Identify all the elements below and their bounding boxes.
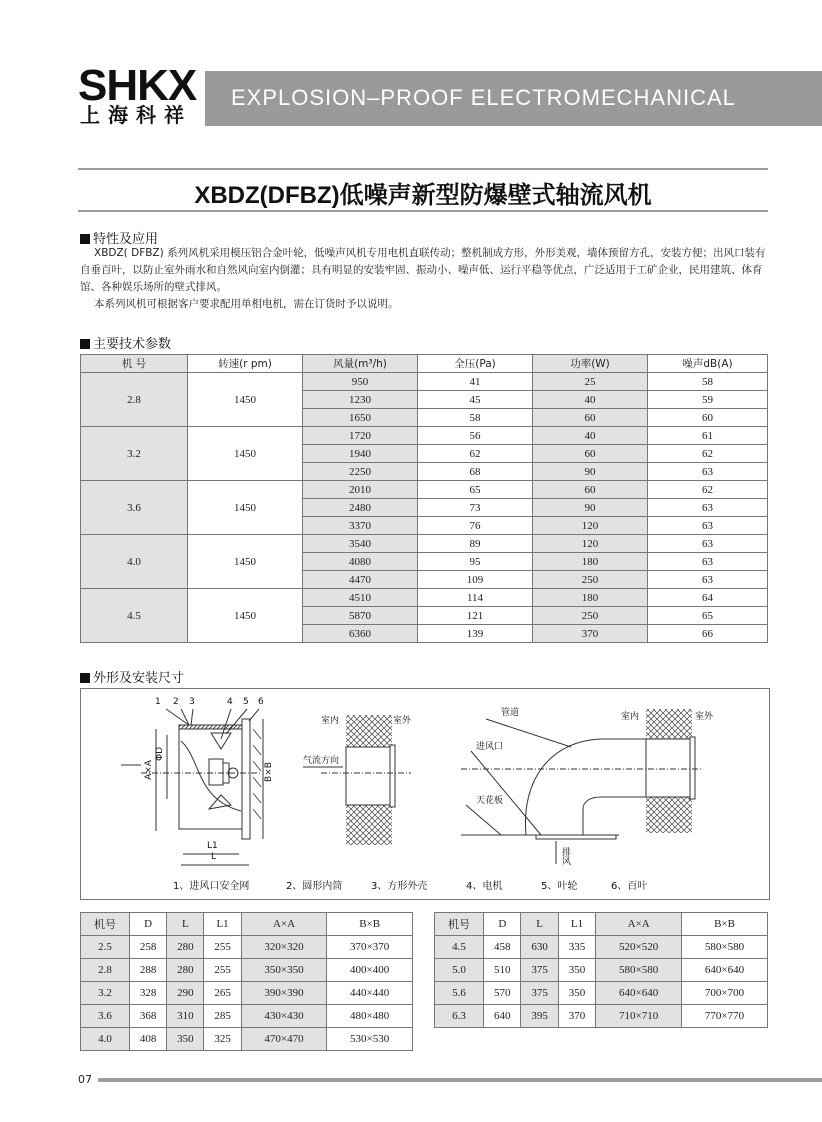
cell-model: 2.8 xyxy=(81,373,188,427)
cell-airflow: 950 xyxy=(303,373,418,391)
dimensions-row xyxy=(435,982,768,1005)
cell-rpm: 1450 xyxy=(188,427,303,481)
cell-power: 60 xyxy=(533,481,648,499)
cell-noise: 64 xyxy=(648,589,768,607)
cell-airflow: 4510 xyxy=(303,589,418,607)
dim-col-l: L xyxy=(167,913,204,936)
fan-side-view xyxy=(121,709,263,865)
part-number-3: 3 xyxy=(189,697,195,707)
page-number: 07 xyxy=(78,1073,92,1086)
cell-d: 288 xyxy=(129,959,166,982)
cell-pressure: 68 xyxy=(418,463,533,481)
cell-power: 250 xyxy=(533,571,648,589)
specs-table xyxy=(80,354,768,643)
dimensions-row xyxy=(435,936,768,959)
cell-power: 40 xyxy=(533,427,648,445)
logo-text: SHKX xyxy=(78,61,197,110)
cell-l: 375 xyxy=(521,959,558,982)
cell-rpm: 1450 xyxy=(188,481,303,535)
dim-col-model: 机号 xyxy=(435,913,484,936)
cell-power: 250 xyxy=(533,607,648,625)
cell-airflow: 5870 xyxy=(303,607,418,625)
dimensions-heading: 外形及安装尺寸 xyxy=(80,667,184,686)
cell-power: 180 xyxy=(533,553,648,571)
cell-pressure: 45 xyxy=(418,391,533,409)
specs-row xyxy=(81,481,768,499)
cell-pressure: 109 xyxy=(418,571,533,589)
cell-l: 630 xyxy=(521,936,558,959)
col-airflow: 风量(m³/h) xyxy=(303,355,418,373)
cell-model: 5.0 xyxy=(435,959,484,982)
cell-l1: 350 xyxy=(558,959,595,982)
cell-b-x-b: 480×480 xyxy=(327,1005,413,1028)
dimensions-header-row xyxy=(435,913,768,936)
label-a-x-a: A×A xyxy=(143,760,154,780)
part-number-6: 6 xyxy=(258,697,264,707)
dimensions-row xyxy=(435,1005,768,1028)
cell-model: 3.2 xyxy=(81,982,130,1005)
dim-col-b-x-b: B×B xyxy=(682,913,768,936)
cell-airflow: 1940 xyxy=(303,445,418,463)
dimensions-table-right xyxy=(434,912,768,1028)
features-text xyxy=(80,245,770,313)
cell-a-x-a: 520×520 xyxy=(596,936,682,959)
cell-b-x-b: 700×700 xyxy=(682,982,768,1005)
dimensions-row xyxy=(81,936,413,959)
cell-pressure: 76 xyxy=(418,517,533,535)
cell-model: 2.8 xyxy=(81,959,130,982)
features-paragraph-1: XBDZ( DFBZ) 系列风机采用模压铝合金叶轮，低噪声风机专用电机直联传动；整机制成方形，外形美观，墙体预留方孔，安装方便；出风口装有自垂百叶，以防止室外雨水和自然风向室内倒灌；具有明显的安装牢固、振动小、噪声低、运行平稳等优点，广泛适用于工矿企业，民用建筑、体育馆、各种娱乐场所的壁式排风。 xyxy=(80,247,766,293)
cell-model: 4.5 xyxy=(81,589,188,643)
cell-b-x-b: 640×640 xyxy=(682,959,768,982)
cell-noise: 66 xyxy=(648,625,768,643)
cell-l1: 370 xyxy=(558,1005,595,1028)
logo-chinese: 上海科祥 xyxy=(80,103,192,127)
square-bullet-icon xyxy=(80,339,90,349)
cell-power: 40 xyxy=(533,391,648,409)
cell-a-x-a: 640×640 xyxy=(596,982,682,1005)
cell-d: 408 xyxy=(129,1028,166,1051)
cell-l1: 350 xyxy=(558,982,595,1005)
cell-power: 370 xyxy=(533,625,648,643)
cell-rpm: 1450 xyxy=(188,373,303,427)
cell-a-x-a: 350×350 xyxy=(241,959,327,982)
legend-item-3: 3、方形外壳 xyxy=(371,881,428,892)
part-number-4: 4 xyxy=(227,697,233,707)
cell-model: 2.5 xyxy=(81,936,130,959)
features-paragraph-2: 本系列风机可根据客户要求配用单相电机，需在订货时予以说明。 xyxy=(94,298,399,310)
label-indoor-2: 室内 xyxy=(621,712,640,722)
cell-model: 3.6 xyxy=(81,481,188,535)
dimensions-row xyxy=(81,1005,413,1028)
dimensions-row xyxy=(81,1028,413,1051)
col-pressure: 全压(Pa) xyxy=(418,355,533,373)
cell-l1: 255 xyxy=(204,959,241,982)
cell-model: 5.6 xyxy=(435,982,484,1005)
cell-d: 510 xyxy=(484,959,521,982)
cell-power: 90 xyxy=(533,499,648,517)
page-title: XBDZ(DFBZ)低噪声新型防爆壁式轴流风机 xyxy=(194,182,652,209)
cell-l1: 285 xyxy=(204,1005,241,1028)
label-airflow-direction: 气流方向 xyxy=(303,756,340,766)
dimensions-row xyxy=(81,959,413,982)
label-phi-d: ΦD xyxy=(155,746,166,762)
features-heading: 特性及应用 xyxy=(80,228,158,247)
col-model: 机 号 xyxy=(81,355,188,373)
cell-noise: 63 xyxy=(648,499,768,517)
square-bullet-icon xyxy=(80,234,90,244)
cell-power: 25 xyxy=(533,373,648,391)
cell-model: 3.2 xyxy=(81,427,188,481)
cell-pressure: 56 xyxy=(418,427,533,445)
cell-pressure: 89 xyxy=(418,535,533,553)
wall-mount-view xyxy=(303,715,411,845)
dimensions-row xyxy=(81,982,413,1005)
banner-text: EXPLOSION–PROOF ELECTROMECHANICAL xyxy=(231,85,736,110)
label-outdoor-2: 室外 xyxy=(695,712,714,722)
dimensions-row xyxy=(435,959,768,982)
cell-model: 4.5 xyxy=(435,936,484,959)
cell-noise: 60 xyxy=(648,409,768,427)
cell-l1: 265 xyxy=(204,982,241,1005)
cell-d: 458 xyxy=(484,936,521,959)
dimensions-header-row xyxy=(81,913,413,936)
cell-airflow: 1720 xyxy=(303,427,418,445)
cell-l: 280 xyxy=(167,959,204,982)
label-b-x-b: B×B xyxy=(263,762,274,782)
cell-b-x-b: 580×580 xyxy=(682,936,768,959)
cell-b-x-b: 370×370 xyxy=(327,936,413,959)
cell-power: 90 xyxy=(533,463,648,481)
cell-pressure: 95 xyxy=(418,553,533,571)
cell-l1: 335 xyxy=(558,936,595,959)
cell-l: 350 xyxy=(167,1028,204,1051)
label-indoor-1: 室内 xyxy=(321,716,340,726)
part-number-1: 1 xyxy=(155,697,161,707)
col-noise: 噪声dB(A) xyxy=(648,355,768,373)
cell-l: 290 xyxy=(167,982,204,1005)
dimensions-table-left xyxy=(80,912,413,1051)
part-number-2: 2 xyxy=(173,697,179,707)
cell-a-x-a: 470×470 xyxy=(241,1028,327,1051)
dim-col-l1: L1 xyxy=(204,913,241,936)
part-number-5: 5 xyxy=(243,697,249,707)
cell-b-x-b: 530×530 xyxy=(327,1028,413,1051)
diagram-drawing xyxy=(81,689,769,899)
cell-noise: 63 xyxy=(648,535,768,553)
cell-b-x-b: 440×440 xyxy=(327,982,413,1005)
cell-power: 60 xyxy=(533,409,648,427)
label-l: L xyxy=(211,852,217,862)
cell-d: 640 xyxy=(484,1005,521,1028)
label-ceiling: 天花板 xyxy=(476,796,504,806)
cell-noise: 63 xyxy=(648,463,768,481)
specs-heading: 主要技术参数 xyxy=(80,333,171,352)
dim-col-b-x-b: B×B xyxy=(327,913,413,936)
cell-a-x-a: 390×390 xyxy=(241,982,327,1005)
dim-col-d: D xyxy=(129,913,166,936)
cell-noise: 63 xyxy=(648,571,768,589)
cell-d: 570 xyxy=(484,982,521,1005)
dim-col-l1: L1 xyxy=(558,913,595,936)
cell-noise: 63 xyxy=(648,517,768,535)
cell-pressure: 65 xyxy=(418,481,533,499)
specs-row xyxy=(81,427,768,445)
cell-rpm: 1450 xyxy=(188,589,303,643)
legend-item-4: 4、电机 xyxy=(466,881,503,892)
cell-airflow: 4080 xyxy=(303,553,418,571)
cell-model: 6.3 xyxy=(435,1005,484,1028)
cell-noise: 65 xyxy=(648,607,768,625)
cell-airflow: 2480 xyxy=(303,499,418,517)
cell-noise: 61 xyxy=(648,427,768,445)
legend-item-5: 5、叶轮 xyxy=(541,881,578,892)
specs-row xyxy=(81,589,768,607)
dim-col-a-x-a: A×A xyxy=(596,913,682,936)
cell-pressure: 62 xyxy=(418,445,533,463)
label-duct: 管道 xyxy=(501,708,520,718)
legend-item-2: 2、圆形内筒 xyxy=(286,881,343,892)
cell-power: 120 xyxy=(533,535,648,553)
cell-b-x-b: 400×400 xyxy=(327,959,413,982)
cell-power: 60 xyxy=(533,445,648,463)
label-outdoor-1: 室外 xyxy=(393,716,412,726)
cell-model: 4.0 xyxy=(81,535,188,589)
duct-installation-view xyxy=(461,709,701,864)
cell-l1: 325 xyxy=(204,1028,241,1051)
cell-a-x-a: 580×580 xyxy=(596,959,682,982)
cell-airflow: 2010 xyxy=(303,481,418,499)
cell-airflow: 3540 xyxy=(303,535,418,553)
cell-pressure: 41 xyxy=(418,373,533,391)
cell-pressure: 73 xyxy=(418,499,533,517)
cell-pressure: 114 xyxy=(418,589,533,607)
cell-model: 4.0 xyxy=(81,1028,130,1051)
cell-d: 368 xyxy=(129,1005,166,1028)
cell-rpm: 1450 xyxy=(188,535,303,589)
label-l1: L1 xyxy=(207,841,218,851)
cell-d: 258 xyxy=(129,936,166,959)
cell-l: 280 xyxy=(167,936,204,959)
cell-noise: 63 xyxy=(648,553,768,571)
specs-row xyxy=(81,535,768,553)
cell-b-x-b: 770×770 xyxy=(682,1005,768,1028)
cell-airflow: 3370 xyxy=(303,517,418,535)
legend-item-1: 1、进风口安全网 xyxy=(173,881,250,892)
dim-col-a-x-a: A×A xyxy=(241,913,327,936)
cell-l: 375 xyxy=(521,982,558,1005)
dim-col-d: D xyxy=(484,913,521,936)
dim-col-model: 机号 xyxy=(81,913,130,936)
cell-l1: 255 xyxy=(204,936,241,959)
installation-diagram xyxy=(80,688,770,900)
square-bullet-icon xyxy=(80,673,90,683)
col-power: 功率(W) xyxy=(533,355,648,373)
cell-pressure: 139 xyxy=(418,625,533,643)
cell-airflow: 1230 xyxy=(303,391,418,409)
cell-airflow: 6360 xyxy=(303,625,418,643)
cell-l: 395 xyxy=(521,1005,558,1028)
specs-header-row xyxy=(81,355,768,373)
cell-noise: 59 xyxy=(648,391,768,409)
cell-pressure: 121 xyxy=(418,607,533,625)
cell-pressure: 58 xyxy=(418,409,533,427)
title-top-rule xyxy=(78,168,768,170)
title-bottom-rule xyxy=(78,210,768,212)
col-rpm: 转速(r pm) xyxy=(188,355,303,373)
cell-a-x-a: 320×320 xyxy=(241,936,327,959)
cell-power: 180 xyxy=(533,589,648,607)
footer-rule xyxy=(98,1078,822,1082)
cell-a-x-a: 710×710 xyxy=(596,1005,682,1028)
legend-item-6: 6、百叶 xyxy=(611,881,648,892)
label-air-inlet: 进风口 xyxy=(476,742,504,752)
cell-airflow: 1650 xyxy=(303,409,418,427)
cell-noise: 62 xyxy=(648,481,768,499)
cell-noise: 58 xyxy=(648,373,768,391)
dim-col-l: L xyxy=(521,913,558,936)
cell-a-x-a: 430×430 xyxy=(241,1005,327,1028)
cell-power: 120 xyxy=(533,517,648,535)
cell-airflow: 4470 xyxy=(303,571,418,589)
cell-l: 310 xyxy=(167,1005,204,1028)
cell-noise: 62 xyxy=(648,445,768,463)
label-exhaust: 排风 xyxy=(560,847,570,865)
header-banner xyxy=(205,71,822,126)
cell-d: 328 xyxy=(129,982,166,1005)
cell-airflow: 2250 xyxy=(303,463,418,481)
cell-model: 3.6 xyxy=(81,1005,130,1028)
specs-row xyxy=(81,373,768,391)
